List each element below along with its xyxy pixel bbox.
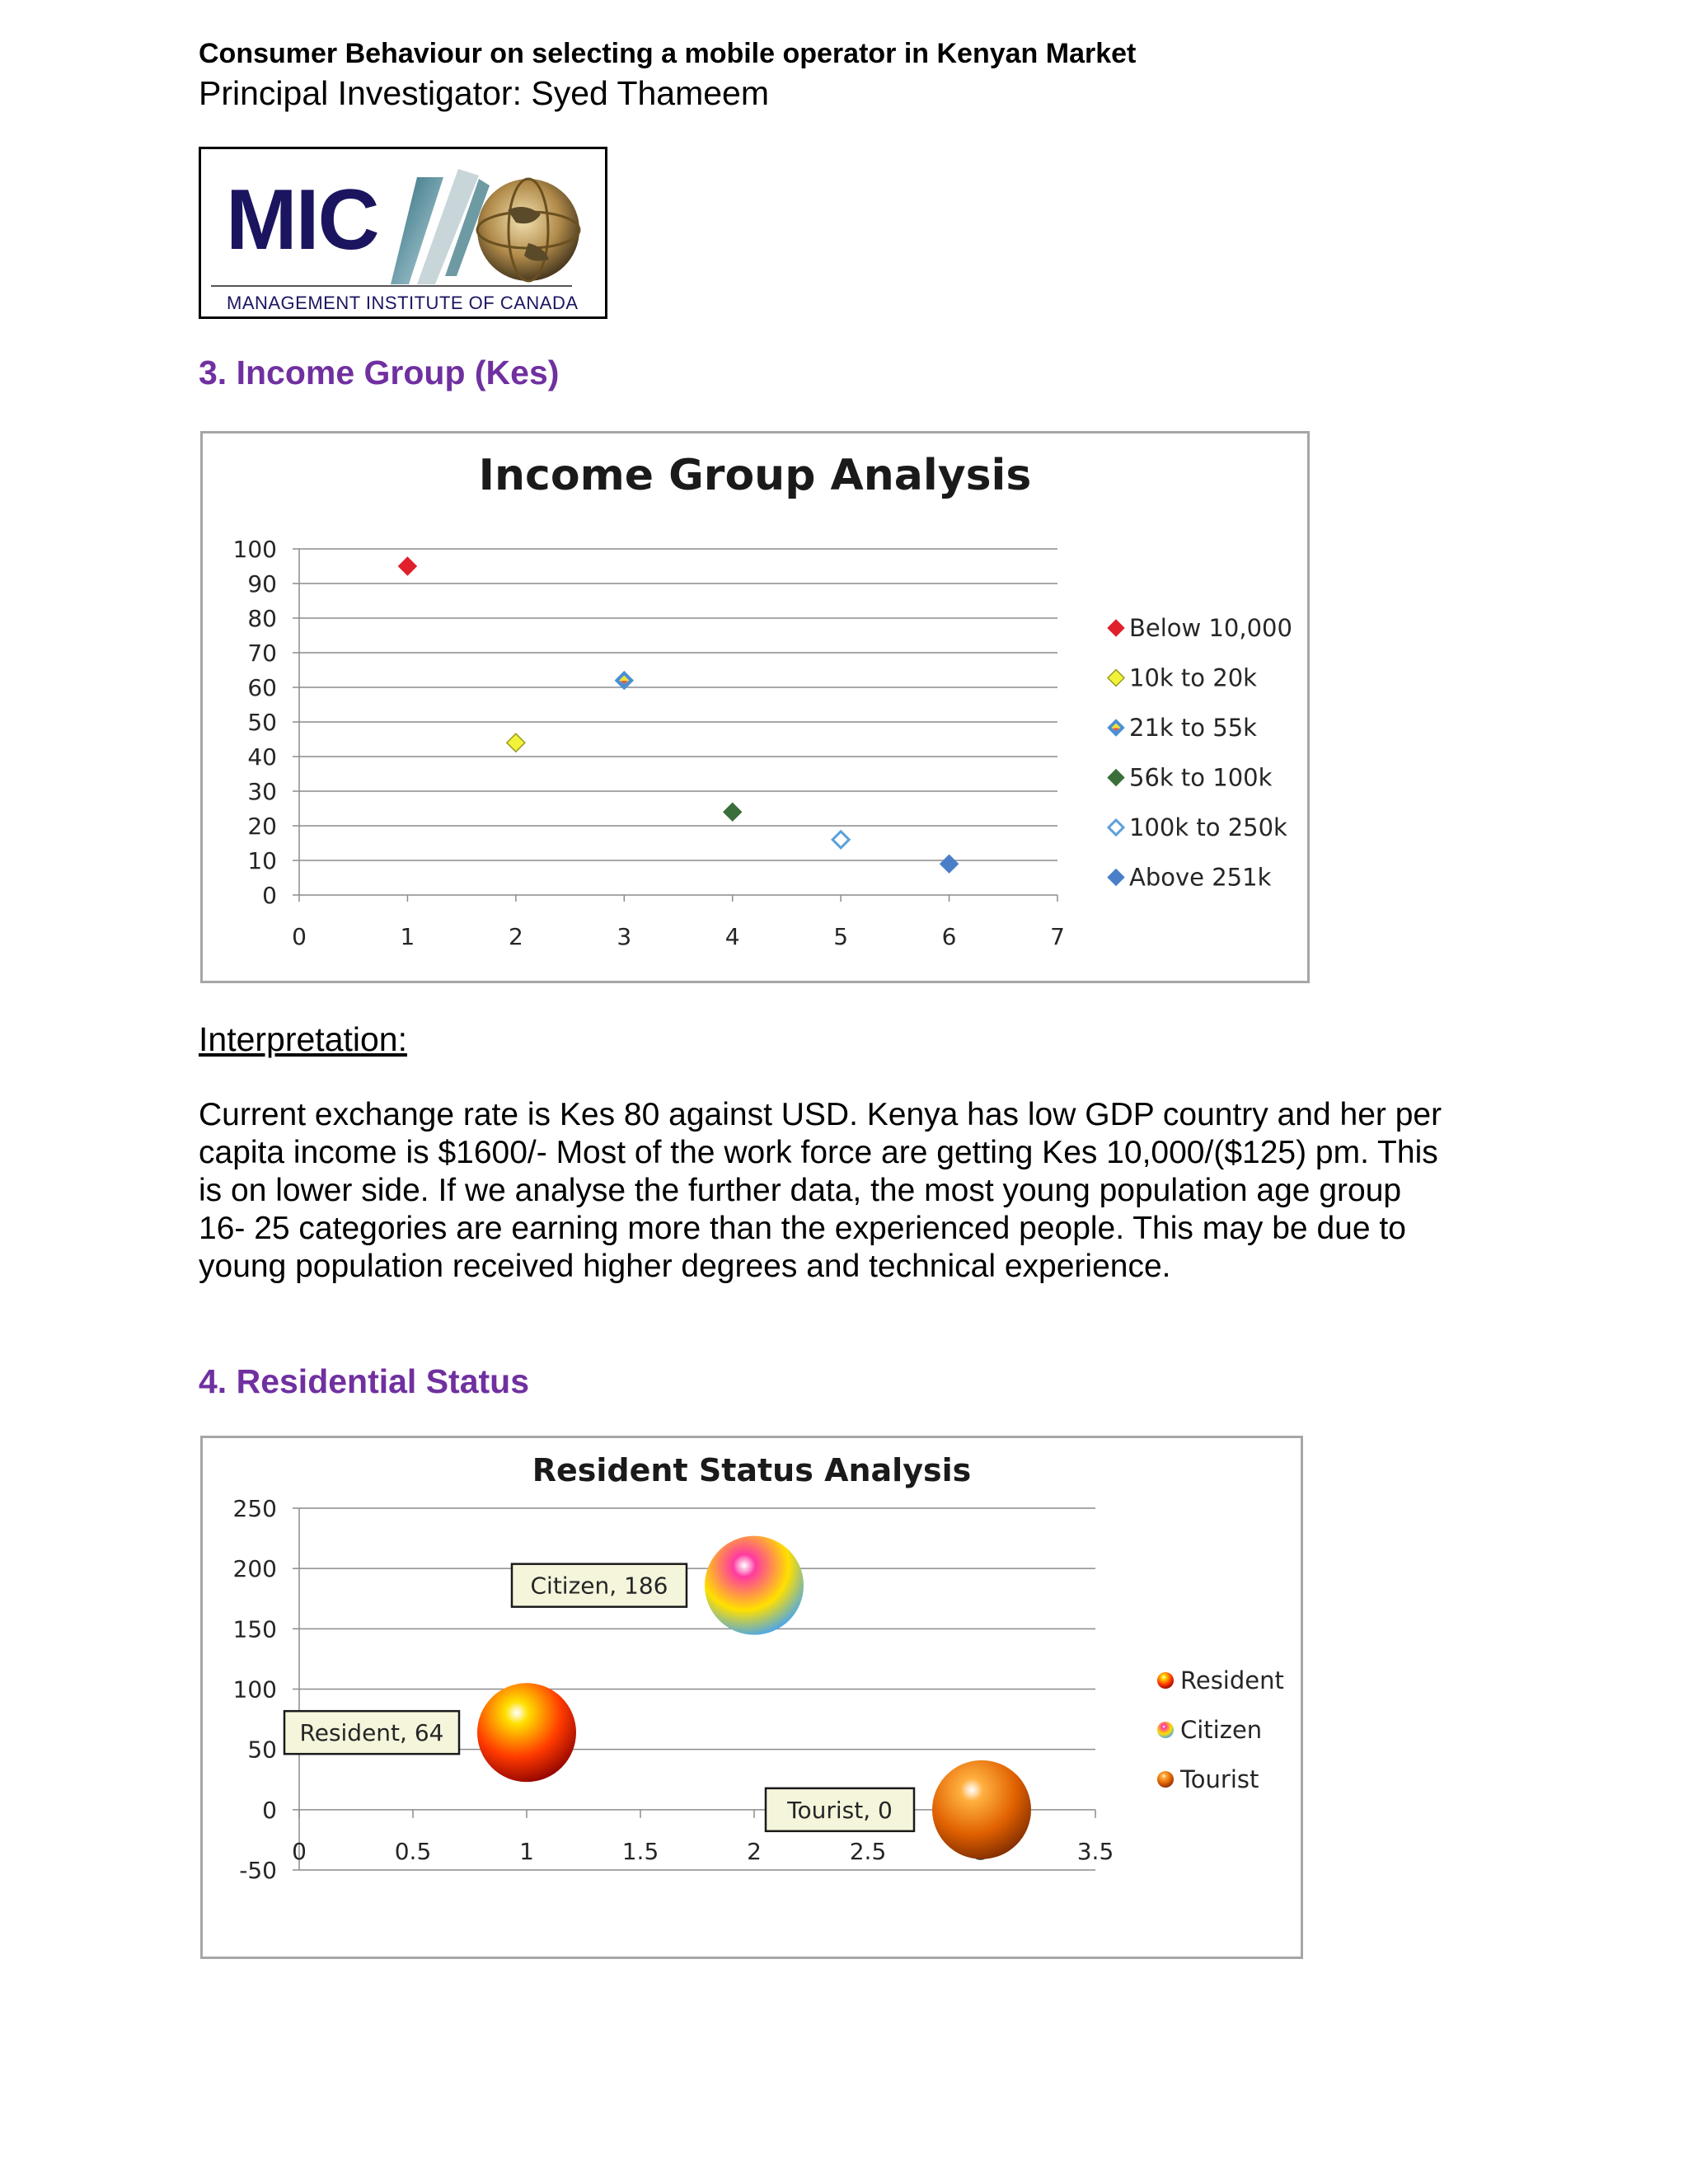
y-tick-label: 80 <box>247 605 277 632</box>
bubble-citizen <box>705 1536 804 1635</box>
y-tick-label: 250 <box>232 1495 277 1522</box>
y-tick-label: 100 <box>232 536 277 563</box>
legend-label: Tourist <box>1180 1765 1259 1793</box>
x-tick-label: 2.5 <box>849 1837 887 1865</box>
x-tick-label: 0.5 <box>394 1837 432 1865</box>
resident-status-chart-svg <box>203 1438 1301 1957</box>
legend-label: Resident <box>1180 1666 1284 1694</box>
y-tick-label: 200 <box>232 1555 277 1583</box>
legend-label: 56k to 100k <box>1129 763 1273 792</box>
bubble-tourist <box>932 1760 1031 1859</box>
data-point <box>398 557 416 575</box>
x-tick-label: 1 <box>519 1837 534 1865</box>
x-tick-label: 5 <box>833 923 849 950</box>
legend-marker <box>1157 1672 1174 1689</box>
interpretation-text: Current exchange rate is Kes 80 against USD. Kenya has low GDP country and her per capita income is $1600/- Most of the work force are getting Kes 10,000/($125) pm. This is on lower side. If we analyse the further data, the most young population age group 16- 25 categories are earning more than the experienced people. This may be due to young population received higher degrees and technical experience. <box>199 1097 1442 1284</box>
y-tick-label: 150 <box>232 1615 277 1643</box>
y-tick-label: 0 <box>262 1796 277 1824</box>
legend-label: Below 10,000 <box>1129 614 1292 642</box>
bubble-resident <box>477 1683 576 1782</box>
income-group-heading: 3. Income Group (Kes) <box>199 354 560 391</box>
logo-wordmark: MIC <box>226 172 378 268</box>
y-tick-label: 60 <box>247 674 277 701</box>
legend-label: Above 251k <box>1129 863 1272 892</box>
y-tick-label: 50 <box>247 1736 277 1764</box>
logo-globe-icon <box>384 161 590 293</box>
legend-marker <box>1108 770 1124 786</box>
mic-logo <box>199 147 607 319</box>
legend-marker <box>1157 1771 1174 1788</box>
income-group-chart <box>200 431 1310 983</box>
legend-label: 10k to 20k <box>1129 663 1257 692</box>
resident-status-chart <box>200 1436 1303 1959</box>
logo-divider <box>211 285 572 287</box>
legend-marker <box>1108 719 1124 736</box>
legend-marker <box>1108 620 1124 636</box>
residential-status-heading: 4. Residential Status <box>199 1362 530 1400</box>
data-point <box>940 855 959 873</box>
x-tick-label: 1 <box>400 923 415 950</box>
data-label: Resident, 64 <box>299 1719 444 1747</box>
y-tick-label: -50 <box>239 1857 277 1884</box>
x-tick-label: 0 <box>292 1837 307 1865</box>
x-tick-label: 2 <box>508 923 523 950</box>
principal-investigator: Principal Investigator: Syed Thameem <box>199 74 770 112</box>
legend-marker <box>1109 820 1123 835</box>
x-tick-label: 0 <box>292 923 307 950</box>
legend-marker <box>1108 670 1124 687</box>
data-point <box>832 832 849 848</box>
y-tick-label: 40 <box>247 743 277 771</box>
y-tick-label: 0 <box>262 882 277 909</box>
chart-title: Resident Status Analysis <box>532 1452 972 1488</box>
interpretation-heading: Interpretation: <box>199 1020 407 1058</box>
chart-title: Income Group Analysis <box>478 451 1032 500</box>
y-tick-label: 30 <box>247 778 277 805</box>
data-label: Tourist, 0 <box>787 1796 893 1824</box>
logo-caption: MANAGEMENT INSTITUTE OF CANADA <box>227 293 579 313</box>
x-tick-label: 2 <box>747 1837 762 1865</box>
y-tick-label: 70 <box>247 640 277 667</box>
data-point <box>507 733 525 752</box>
y-tick-label: 10 <box>247 847 277 874</box>
x-tick-label: 7 <box>1050 923 1065 950</box>
x-tick-label: 3 <box>617 923 632 950</box>
legend-marker <box>1108 869 1124 886</box>
document-title: Consumer Behaviour on selecting a mobile operator in Kenyan Market <box>199 38 1137 69</box>
income-group-chart-svg <box>203 434 1307 981</box>
y-tick-label: 90 <box>247 570 277 598</box>
x-tick-label: 4 <box>724 923 740 950</box>
data-point <box>724 803 742 821</box>
x-tick-label: 3.5 <box>1076 1837 1114 1865</box>
legend-marker <box>1157 1722 1174 1738</box>
y-tick-label: 20 <box>247 813 277 840</box>
legend-label: 21k to 55k <box>1129 714 1257 742</box>
legend-label: 100k to 250k <box>1129 813 1287 841</box>
legend-label: Citizen <box>1180 1716 1263 1744</box>
data-label: Citizen, 186 <box>530 1572 668 1600</box>
y-tick-label: 50 <box>247 709 277 736</box>
x-tick-label: 1.5 <box>621 1837 659 1865</box>
y-tick-label: 100 <box>232 1675 277 1704</box>
x-tick-label: 6 <box>941 923 957 950</box>
